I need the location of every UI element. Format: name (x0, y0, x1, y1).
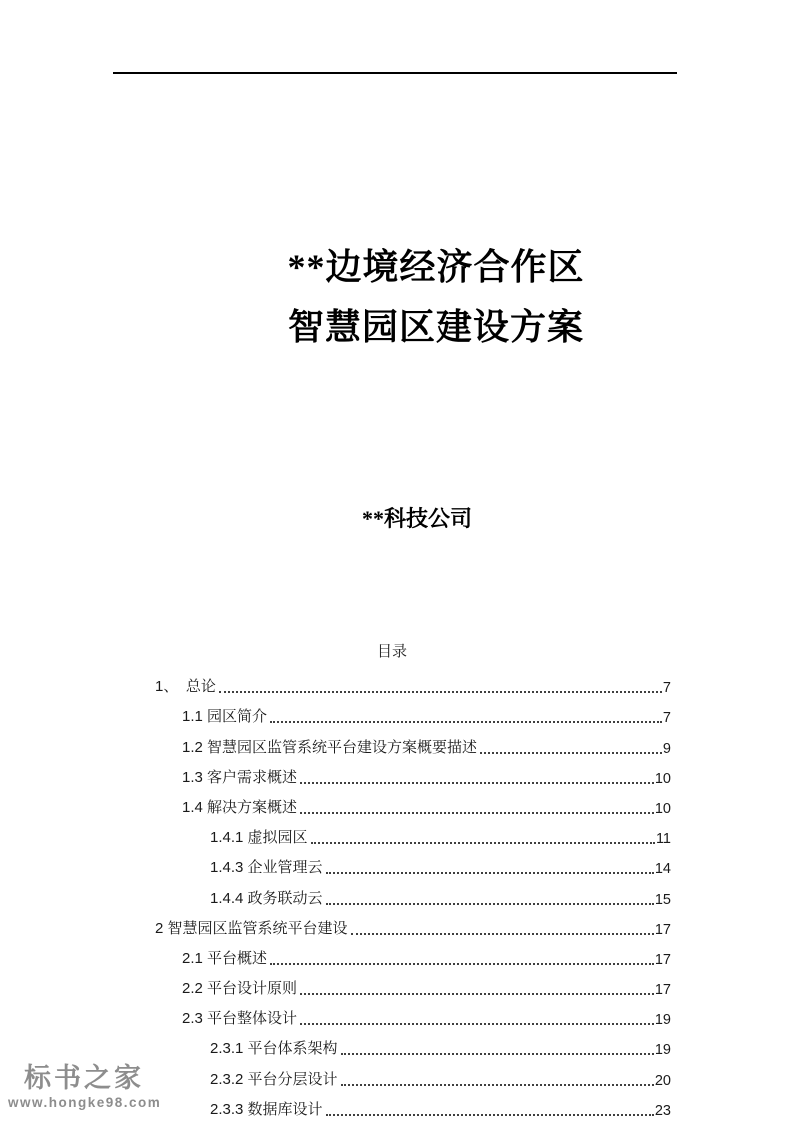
toc-leader-dots (300, 1023, 654, 1025)
toc-entry[interactable] (113, 731, 671, 761)
header-rule (113, 72, 677, 74)
toc-entry-label: 1.4.4 政务联动云 (210, 889, 323, 907)
toc-entry[interactable] (113, 882, 671, 912)
toc-leader-dots (300, 812, 654, 814)
document-title (39, 237, 794, 357)
toc-entry-page: 7 (662, 680, 671, 697)
toc-entry-label: 1.3 客户需求概述 (182, 768, 298, 786)
toc-entry[interactable] (113, 762, 671, 792)
toc-entry-page: 14 (654, 861, 671, 878)
toc-entry-page: 15 (654, 891, 671, 908)
table-of-contents (113, 643, 671, 1122)
toc-entry[interactable] (113, 973, 671, 1003)
toc-entry[interactable] (113, 1094, 671, 1122)
toc-leader-dots (341, 1084, 654, 1086)
toc-entry-label: 2.2 平台设计原则 (182, 980, 298, 998)
toc-entry-label: 2.3.3 数据库设计 (210, 1100, 323, 1118)
toc-entry-label: 2.1 平台概述 (182, 949, 268, 967)
toc-entry[interactable] (113, 701, 671, 731)
toc-entry[interactable] (113, 1003, 671, 1033)
document-title-line-1: **边境经济合作区 (287, 247, 585, 287)
toc-entry-page: 11 (655, 831, 671, 848)
toc-entry-page: 10 (654, 770, 671, 787)
toc-heading: 目录 (376, 643, 407, 660)
watermark (8, 1063, 161, 1110)
toc-entry[interactable] (113, 1063, 671, 1093)
toc-entry-page: 9 (662, 740, 671, 757)
toc-leader-dots (351, 933, 654, 935)
watermark-brand: 标书之家 (24, 1063, 144, 1093)
toc-leader-dots (326, 1114, 654, 1116)
toc-entry-page: 17 (654, 921, 671, 938)
toc-entry-label: 1.4 解决方案概述 (182, 798, 298, 816)
toc-entry[interactable] (113, 943, 671, 973)
toc-entry-label: 1、 总论 (155, 678, 216, 696)
toc-leader-dots (300, 782, 654, 784)
toc-entry-label: 2 智慧园区监管系统平台建设 (155, 919, 348, 937)
toc-entry[interactable] (113, 792, 671, 822)
toc-entry[interactable] (113, 671, 671, 701)
toc-leader-dots (311, 842, 655, 844)
document-title-line-2: 智慧园区建设方案 (287, 307, 584, 347)
toc-leader-dots (270, 721, 662, 723)
toc-entry-label: 2.3 平台整体设计 (182, 1010, 298, 1028)
toc-list (113, 671, 671, 1122)
toc-leader-dots (326, 903, 654, 905)
watermark-url: www.hongke98.com (8, 1095, 162, 1110)
toc-leader-dots (480, 752, 662, 754)
toc-entry-page: 17 (654, 951, 671, 968)
toc-leader-dots (326, 872, 654, 874)
toc-entry-page: 20 (654, 1072, 671, 1089)
toc-entry-label: 2.3.2 平台分层设计 (210, 1070, 338, 1088)
toc-entry-page: 19 (654, 1042, 671, 1059)
toc-entry-page: 23 (654, 1102, 671, 1119)
toc-leader-dots (219, 691, 662, 693)
toc-entry-page: 7 (662, 710, 671, 727)
company-name: **科技公司 (361, 506, 472, 531)
toc-entry-label: 1.4.3 企业管理云 (210, 859, 323, 877)
toc-entry[interactable] (113, 852, 671, 882)
toc-entry-page: 19 (654, 1012, 671, 1029)
toc-entry-page: 10 (654, 800, 671, 817)
toc-leader-dots (270, 963, 654, 965)
toc-entry[interactable] (113, 913, 671, 943)
toc-entry-label: 1.2 智慧园区监管系统平台建设方案概要描述 (182, 738, 478, 756)
toc-entry[interactable] (113, 822, 671, 852)
toc-leader-dots (341, 1053, 654, 1055)
toc-entry[interactable] (113, 1033, 671, 1063)
toc-entry-label: 1.4.1 虚拟园区 (210, 829, 308, 847)
toc-entry-label: 1.1 园区简介 (182, 708, 268, 726)
toc-entry-page: 17 (654, 982, 671, 999)
toc-leader-dots (300, 993, 654, 995)
toc-entry-label: 2.3.1 平台体系架构 (210, 1040, 338, 1058)
